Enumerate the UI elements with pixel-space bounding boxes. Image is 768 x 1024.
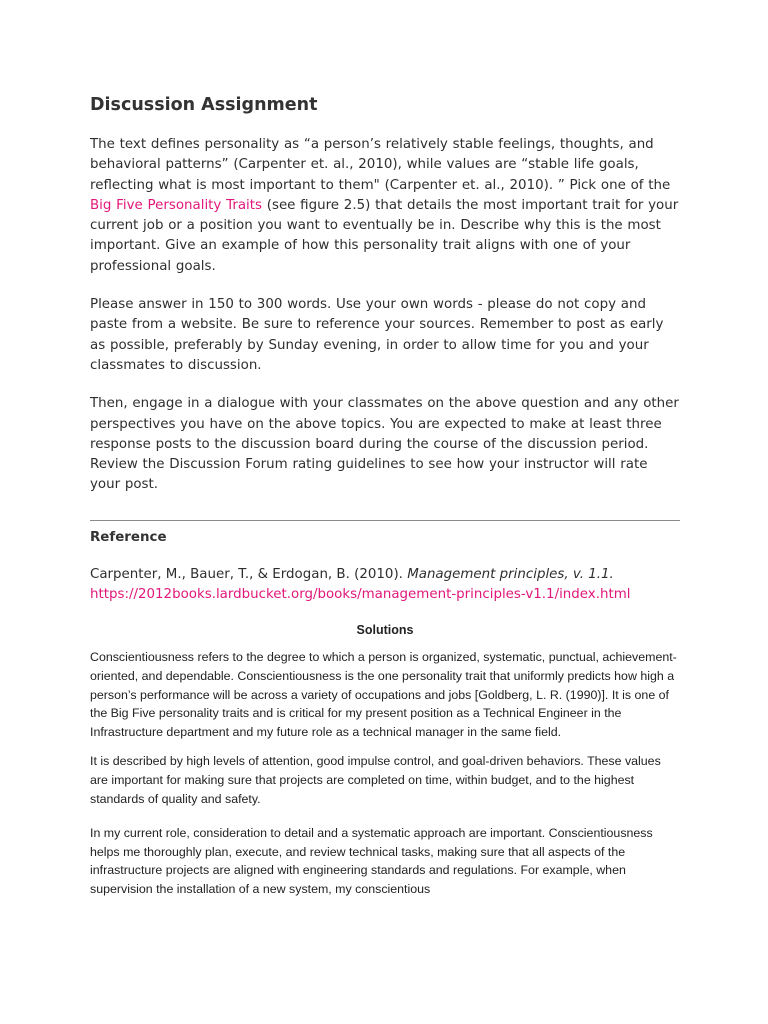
solution-paragraph-1: Conscientiousness refers to the degree to which a person is organized, systematic, punctual, achievement-oriented, and dependable. Conscientiousness is the one personality trait that uniformly predicts how high a person’s performance will be across a variety of occupations and jobs [Goldberg, L. R. (1990)]. It is one of the Big Five personality traits and is critical for my present position as a Technical Engineer in the Infrastructure department and my future role as a technical manager in the same field. <box>90 650 677 739</box>
solution-paragraph-2: It is described by high levels of attention, good impulse control, and goal-driven behaviors. These values are important for making sure that projects are completed on time, within budget, and to the highest standards of quality and safety. <box>90 754 661 806</box>
solution-paragraph-3: In my current role, consideration to detail and a systematic approach are important. Conscientiousness helps me thoroughly plan, execute, and review technical tasks, making sure that all aspects of the infrastructure projects are aligned with engineering standards and regulations. For example, when supervision the installation of a new system, my conscientious <box>90 826 653 896</box>
reference-authors: Carpenter, M., Bauer, T., & Erdogan, B. (2010). <box>90 566 408 582</box>
reference-book-title: Management principles, v. 1.1. <box>407 566 614 582</box>
solutions-heading: Solutions <box>356 623 414 638</box>
reference-citation <box>90 565 680 606</box>
big-five-link[interactable]: Big Five Personality Traits <box>90 197 262 213</box>
reference-heading: Reference <box>90 529 167 545</box>
instructions-paragraph: Please answer in 150 to 300 words. Use your own words - please do not copy and paste from a website. Be sure to reference your sources. Remember to post as early as possible, preferably by Sunday evening, in order to allow time for you and your classmates to discussion. <box>90 297 664 373</box>
engagement-paragraph: Then, engage in a dialogue with your classmates on the above question and any other perspectives you have on the above topics. You are expected to make at least three response posts to the discussion board during the course of the discussion period. Review the Discussion Forum rating guidelines to see how your instructor will rate your post. <box>90 396 679 493</box>
intro-paragraph <box>90 135 680 277</box>
page-title: Discussion Assignment <box>90 95 318 115</box>
section-divider <box>90 520 680 521</box>
reference-url-link[interactable]: https://2012books.lardbucket.org/books/management-principles-v1.1/index.html <box>90 587 631 603</box>
intro-text-end: (see figure 2.5) that details the most important trait for your current job or a position you want to eventually be in. Describe why this is the most important. Give an example of how this personality trait aligns with one of your professional goals. <box>90 197 679 274</box>
intro-text-start: The text defines personality as “a person’s relatively stable feelings, thoughts, and behavioral patterns” (Carpenter et. al., 2010), while values are “stable life goals, reflecting what is most important to them" (Carpenter et. al., 2010). ” Pick one of the <box>90 137 671 193</box>
document-page <box>90 92 680 909</box>
